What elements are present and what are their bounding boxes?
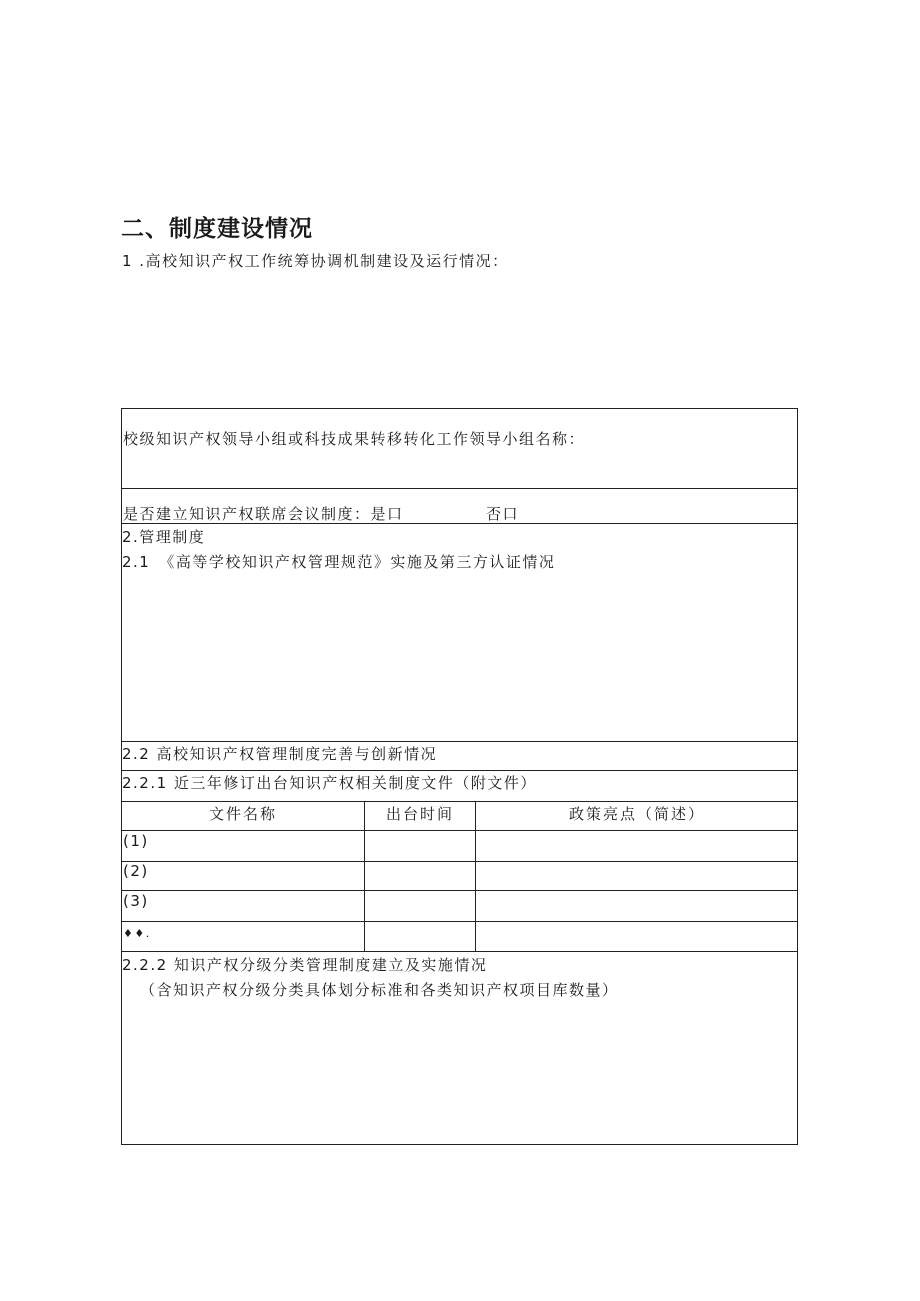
divider (121, 488, 798, 489)
item-2-2-1-label: 2.2.1 近三年修订出台知识产权相关制度文件（附文件） (122, 774, 537, 792)
item-2-2-label: 2.2 高校知识产权管理制度完善与创新情况 (122, 745, 438, 763)
divider (121, 921, 798, 922)
column-header-policy-highlights: 政策亮点（简述） (568, 805, 705, 823)
table-row-label: ♦♦. (123, 927, 151, 940)
divider (121, 890, 798, 891)
joint-meeting-no-option: 否口 (486, 505, 520, 523)
column-header-file-name: 文件名称 (208, 805, 277, 823)
divider (121, 861, 798, 862)
section-title: 二、制度建设情况 (121, 216, 313, 242)
leader-group-label: 校级知识产权领导小组或科技成果转移转化工作领导小组名称： (123, 430, 586, 448)
table-row-label: (3) (123, 892, 149, 910)
table-row-label: (1) (123, 832, 149, 850)
divider (121, 801, 798, 802)
divider (121, 951, 798, 952)
divider (121, 741, 798, 742)
divider (121, 770, 798, 771)
item-2-2-2-note: （含知识产权分级分类具体划分标准和各类知识产权项目库数量） (140, 981, 619, 999)
management-title: 2.管理制度 (122, 528, 206, 546)
joint-meeting-question: 是否建立知识产权联席会议制度：是口 (123, 505, 404, 523)
column-header-issue-date: 出台时间 (385, 805, 454, 823)
table-row-label: (2) (123, 862, 149, 880)
item-2-1-label: 2.1 《高等学校知识产权管理规范》实施及第三方认证情况 (122, 553, 556, 571)
divider (121, 830, 798, 831)
item-1-label: 1 .高校知识产权工作统筹协调机制建设及运行情况： (122, 252, 509, 270)
item-2-2-2-label: 2.2.2 知识产权分级分类管理制度建立及实施情况 (122, 956, 488, 974)
